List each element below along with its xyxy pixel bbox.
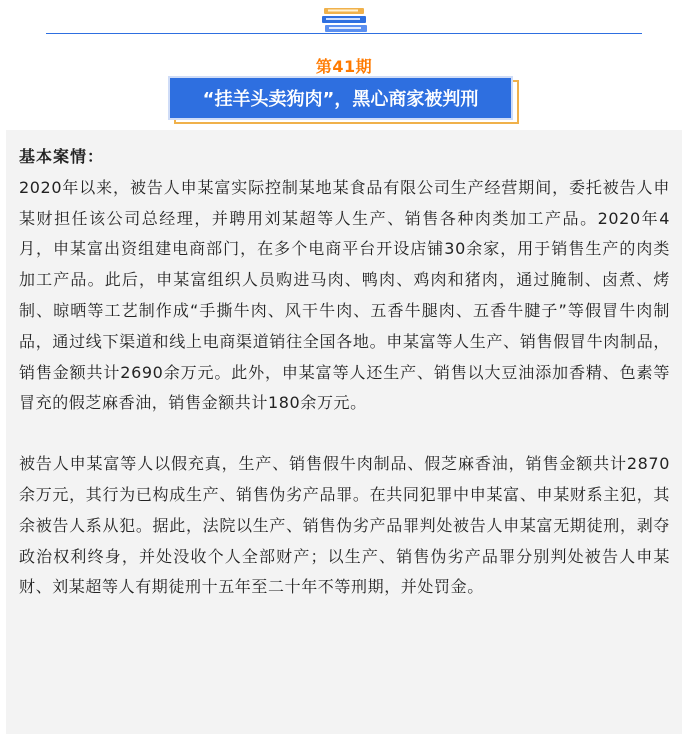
page-title: “挂羊头卖狗肉”，黑心商家被判刑 bbox=[202, 89, 479, 110]
verdict-paragraph: 被告人申某富等人以假充真，生产、销售假牛肉制品、假芝麻香油，销售金额共计2870余万元，其行为已构成生产、销售伪劣产品罪。在共同犯罪中申某富、申某财系主犯，其余被告人系从犯。据此，法院以生产、销售伪劣产品罪判处被告人申某富无期徒刑，剥夺政治权利终身，并处没收个人全部财产；以生产、销售伪劣产品罪分别判处被告人申某财、刘某超等人有期徒刑十五年至二十年不等刑期，并处罚金。 bbox=[19, 454, 670, 597]
section-heading: 基本案情： bbox=[19, 147, 105, 166]
title-banner bbox=[168, 76, 513, 120]
paragraph-spacer bbox=[19, 419, 670, 449]
issue-number: 第41期 bbox=[315, 57, 373, 76]
books-stack-icon bbox=[320, 6, 370, 34]
case-facts-paragraph: 2020年以来，被告人申某富实际控制某地某食品有限公司生产经营期间，委托被告人申某财担任该公司总经理，并聘用刘某超等人生产、销售各种肉类加工产品。2020年4月，申某富出资组建电商部门，在多个电商平台开设店铺30余家，用于销售生产的肉类加工产品。此后，申某富组织人员购进马肉、鸭肉、鸡肉和猪肉，通过腌制、卤煮、烤制、晾晒等工艺制作成“手撕牛肉、风干牛肉、五香牛腿肉、五香牛腱子”等假冒牛肉制品，通过线下渠道和线上电商渠道销往全国各地。申某富等人生产、销售假冒牛肉制品，销售金额共计2690余万元。此外，申某富等人还生产、销售以大豆油添加香精、色素等冒充的假芝麻香油，销售金额共计180余万元。 bbox=[19, 177, 670, 413]
case-content bbox=[19, 142, 670, 603]
